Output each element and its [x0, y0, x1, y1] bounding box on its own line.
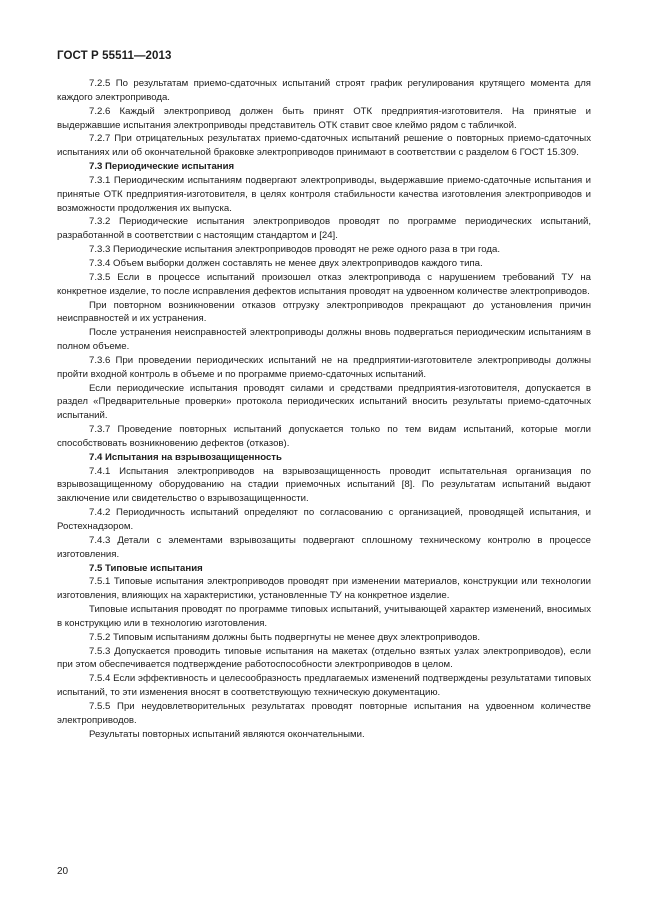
- document-body: [57, 77, 591, 742]
- page-number: 20: [57, 866, 69, 877]
- paragraph: 7.5.1 Типовые испытания электроприводов проводят при изменении материалов, конструкции или технологии изготовления, влияющих на характеристики, установленные ТУ на конкретное изделие.: [57, 576, 591, 602]
- paragraph: 7.3.7 Проведение повторных испытаний допускается только по тем видам испытаний, которые могли способствовать возникновению дефектов (отказов).: [57, 424, 591, 449]
- paragraph: 7.3.3 Периодические испытания электроприводов проводят не реже одного раза в три года.: [89, 244, 501, 256]
- paragraph: 7.5.4 Если эффективность и целесообразность предлагаемых изменений подтверждены результатами типовых испытаний, то эти изменения вносят в соответствующую техническую документацию.: [57, 673, 591, 699]
- paragraph: 7.3.5 Если в процессе испытаний произошел отказ электропривода с нарушением требований ТУ на конкретное изделие, то после исправления дефектов испытания проводят на удвоенном количестве электроприводов.: [57, 271, 591, 297]
- paragraph: 7.5.3 Допускается проводить типовые испытания на макетах (отдельно взятых узлах электроприводов), если при этом обеспечивается подтверждение работоспособности электроприводов в целом.: [57, 645, 591, 671]
- section-heading: 7.4 Испытания на взрывозащищенность: [89, 451, 282, 463]
- paragraph: После устранения неисправностей электроприводы должны вновь подвергаться периодическим испытаниям в полном объеме.: [57, 327, 591, 353]
- paragraph: 7.3.1 Периодическим испытаниям подвергают электроприводы, выдержавшие приемо-сдаточные испытания и принятые ОТК предприятия-изготовителя, в целях контроля стабильности качества изготовления электроприводов и возможности продолжения их выпуска.: [57, 174, 591, 214]
- paragraph: 7.3.4 Объем выборки должен составлять не менее двух электроприводов каждого типа.: [89, 257, 483, 269]
- paragraph: 7.2.5 По результатам приемо-сдаточных испытаний строят график регулирования крутящего момента для каждого электропривода.: [57, 78, 591, 103]
- paragraph: Если периодические испытания проводят силами и средствами предприятия-изготовителя, допускается в раздел «Предварительные проверки» протокола периодических испытаний вносить результаты приемо-сдаточных испытаний.: [57, 382, 591, 422]
- paragraph: 7.2.6 Каждый электропривод должен быть принят ОТК предприятия-изготовителя. На принятые и выдержавшие испытания электроприводы представитель ОТК ставит свое клеймо рядом с табличкой.: [57, 105, 591, 131]
- paragraph: 7.5.5 При неудовлетворительных результатах проводят повторные испытания на удвоенном количестве электроприводов.: [57, 700, 591, 726]
- paragraph: 7.4.3 Детали с элементами взрывозащиты подвергают сплошному техническому контролю в процессе изготовления.: [57, 534, 591, 560]
- paragraph: При повторном возникновении отказов отгрузку электроприводов прекращают до установления причин неисправностей и их устранения.: [57, 299, 591, 325]
- paragraph: 7.2.7 При отрицательных результатах приемо-сдаточных испытаний решение о повторных приемо-сдаточных испытаниях или об окончательной браковке электроприводов принимают в соответствии с разделом 6 ГОСТ 15.309.: [57, 133, 591, 159]
- document-header: ГОСТ Р 55511—2013: [57, 50, 172, 62]
- paragraph: Типовые испытания проводят по программе типовых испытаний, учитывающей характер изменений, вносимых в конструкцию или в технологию изготовления.: [57, 604, 591, 629]
- paragraph: 7.3.6 При проведении периодических испытаний не на предприятии-изготовителе электроприводы должны пройти входной контроль в объеме и по программе приемо-сдаточных испытаний.: [57, 354, 591, 380]
- paragraph: 7.3.2 Периодические испытания электроприводов проводят по программе периодических испытаний, разработанной в соответствии с настоящим стандартом и [24].: [57, 216, 591, 242]
- paragraph: Результаты повторных испытаний являются окончательными.: [89, 728, 365, 740]
- paragraph: 7.5.2 Типовым испытаниям должны быть подвергнуты не менее двух электроприводов.: [89, 631, 481, 643]
- paragraph: 7.4.2 Периодичность испытаний определяют по согласованию с организацией, проводящей испытания, и Ростехнадзором.: [57, 507, 591, 532]
- paragraph: 7.4.1 Испытания электроприводов на взрывозащищенность проводит испытательная организация по взрывозащищенному оборудованию на стадии приемочных испытаний [8]. По результатам испытаний выдают заключение или свидетельство о взрывозащищенности.: [57, 465, 591, 505]
- section-heading: 7.3 Периодические испытания: [89, 161, 235, 173]
- section-heading: 7.5 Типовые испытания: [89, 562, 203, 574]
